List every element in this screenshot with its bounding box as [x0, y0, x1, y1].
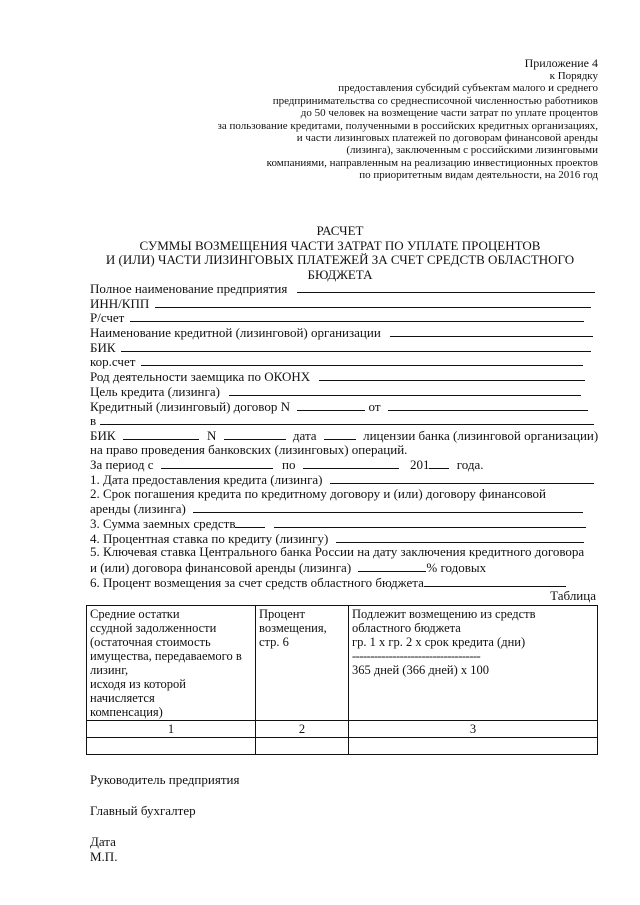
header-col2-line: Процент	[259, 607, 305, 621]
item2-label: 2. Срок погашения кредита по кредитному договору и (или) договору финансовой	[90, 485, 546, 501]
annex-line: (лизинга), заключенным с российскими лизинговыми	[346, 144, 598, 157]
n-field[interactable]	[224, 428, 286, 440]
item2b-label: аренды (лизинга)	[90, 501, 186, 517]
item3-label: 3. Сумма заемных средств	[90, 516, 236, 531]
annex-line: предоставления субсидий субъектам малого и среднего	[338, 82, 598, 95]
item6-field[interactable]	[424, 575, 566, 587]
head-signature-label: Руководитель предприятия	[90, 772, 240, 787]
calculation-table	[86, 605, 598, 755]
purpose-row	[90, 384, 596, 399]
contract-label: Кредитный (лизинговый) договор N	[90, 398, 290, 414]
okonh-label: Род деятельности заемщика по ОКОНХ	[90, 369, 311, 385]
inn-label: ИНН/КПП	[90, 295, 150, 311]
item1-label: 1. Дата предоставления кредита (лизинга)	[90, 471, 323, 487]
license-cont-row	[90, 443, 596, 458]
column-number: 3	[349, 721, 598, 738]
header-col3	[349, 606, 598, 721]
header-col1-line: имущества, передаваемого в	[90, 649, 242, 663]
item2-field[interactable]	[193, 501, 583, 513]
inn-field[interactable]	[155, 296, 591, 308]
column-number: 1	[87, 721, 256, 738]
item5b-row	[90, 560, 596, 575]
bik-label: БИК	[90, 339, 116, 355]
period-from-field[interactable]	[161, 457, 273, 469]
license-row	[90, 427, 599, 443]
corr-account-field[interactable]	[141, 354, 583, 366]
n-label: N	[207, 427, 217, 443]
table-caption-row	[90, 589, 596, 604]
item4-row	[90, 531, 596, 546]
item3-field[interactable]	[274, 516, 586, 528]
contract-from-label: от	[368, 398, 381, 414]
table-cell[interactable]	[349, 738, 598, 755]
header-col1-line: Средние остатки	[90, 607, 180, 621]
item2a-row	[90, 487, 596, 502]
accountant-signature-label: Главный бухгалтер	[90, 803, 196, 818]
company-name-label: Полное наименование предприятия	[90, 281, 288, 296]
item5-label: 5. Ключевая ставка Центрального банка России на дату заключения кредитного договора	[90, 544, 585, 560]
in-row	[90, 413, 596, 428]
okonh-row	[90, 369, 596, 384]
form-body	[90, 281, 599, 604]
header-col1-line: компенсация)	[90, 705, 163, 719]
account-field[interactable]	[130, 310, 584, 322]
company-name-row	[90, 281, 596, 296]
item3-row	[90, 516, 596, 531]
credit-org-label: Наименование кредитной (лизинговой) организации	[90, 325, 381, 341]
corr-account-label: кор.счет	[90, 354, 136, 370]
annex-line: по приоритетным видам деятельности, на 2016 год	[359, 169, 598, 182]
annex-line: за пользование кредитами, полученными в российских кредитных организациях,	[217, 119, 598, 132]
header-col1-line: лизинг,	[90, 663, 129, 677]
header-col2-line: возмещения,	[259, 621, 327, 635]
item6-row	[90, 575, 596, 590]
annex-line: к Порядку	[549, 70, 598, 82]
header-col1-line: (остаточная стоимость	[90, 635, 211, 649]
document-title	[80, 224, 600, 282]
title-line: И (ИЛИ) ЧАСТИ ЛИЗИНГОВЫХ ПЛАТЕЖЕЙ ЗА СЧЕТ СРЕДСТВ ОБЛАСТНОГО	[105, 252, 575, 268]
license-cont-text: на право проведения банковских (лизинговых) операций.	[90, 441, 408, 457]
header-col1-line: исходя из которой	[90, 677, 186, 691]
in-field[interactable]	[100, 413, 594, 425]
annex-line: предпринимательства со среднесписочной численностью работников	[272, 94, 598, 107]
item4-field[interactable]	[336, 531, 584, 543]
title-line: СУММЫ ВОЗМЕЩЕНИЯ ЧАСТИ ЗАТРАТ ПО УПЛАТЕ ПРОЦЕНТОВ	[139, 237, 541, 253]
period-year-field[interactable]	[429, 457, 449, 469]
item1-row	[90, 472, 596, 487]
item5a-row	[90, 545, 596, 560]
item4-label: 4. Процентная ставка по кредиту (лизингу)	[90, 530, 329, 546]
header-col2	[256, 606, 349, 721]
credit-org-row	[90, 325, 596, 340]
table-header-row	[87, 606, 598, 721]
table-number-row	[87, 721, 598, 738]
header-col1-line: начисляется	[90, 691, 155, 705]
period-to-field[interactable]	[303, 457, 399, 469]
contract-row	[90, 399, 596, 414]
item2b-row	[90, 501, 596, 516]
okonh-field[interactable]	[319, 369, 585, 381]
bik-row	[90, 340, 596, 355]
item1-field[interactable]	[330, 472, 594, 484]
table-row	[87, 738, 598, 755]
license-date-label: дата	[292, 427, 317, 443]
account-label: Р/счет	[90, 310, 125, 326]
item6-label: 6. Процент возмещения за счет средств областного бюджета	[90, 574, 424, 590]
company-name-field[interactable]	[297, 281, 595, 293]
header-col3-line: Подлежит возмещению из средств	[352, 607, 536, 621]
bik2-field[interactable]	[123, 428, 199, 440]
annex-header	[218, 56, 598, 182]
in-label: в	[90, 413, 97, 429]
table-caption: Таблица	[550, 588, 596, 604]
purpose-field[interactable]	[229, 384, 581, 396]
period-to-label: по	[281, 457, 296, 473]
account-row	[90, 310, 596, 325]
item5b-label: и (или) договора финансовой аренды (лизинга)	[90, 560, 352, 576]
header-col1	[87, 606, 256, 721]
header-col1-line: ссудной задолженности	[90, 621, 217, 635]
credit-org-field[interactable]	[390, 325, 593, 337]
bik2-label: БИК	[90, 427, 116, 443]
annex-line: компаниями, направленным на реализацию инвестиционных проектов	[266, 156, 598, 169]
inn-row	[90, 296, 596, 311]
column-number: 2	[256, 721, 349, 738]
item5-suffix: % годовых	[426, 560, 487, 576]
purpose-label: Цель кредита (лизинга)	[90, 383, 220, 399]
table-cell[interactable]	[87, 738, 256, 755]
header-col3-divider: -----------------------------------	[352, 649, 481, 663]
item3-short-field[interactable]	[235, 516, 265, 528]
annex-line: до 50 человек на возмещение части затрат по уплате процентов	[300, 107, 598, 120]
contract-number-field[interactable]	[297, 399, 365, 411]
period-prefix: За период с	[90, 457, 154, 473]
title-line: РАСЧЕТ	[316, 223, 364, 238]
period-year: 201	[409, 457, 430, 473]
annex-heading: Приложение 4	[524, 56, 598, 70]
date-label: Дата	[90, 834, 116, 849]
bik-field[interactable]	[121, 340, 591, 352]
period-suffix: года.	[456, 457, 484, 473]
title-line: БЮДЖЕТА	[307, 266, 373, 282]
contract-date-field[interactable]	[388, 399, 588, 411]
item5-field[interactable]	[358, 560, 426, 572]
period-row	[90, 457, 596, 472]
header-col3-line: 365 дней (366 дней) х 100	[352, 663, 490, 677]
corr-account-row	[90, 354, 596, 369]
header-col3-line: областного бюджета	[352, 621, 461, 635]
license-date-field[interactable]	[324, 428, 356, 440]
header-col2-line: стр. 6	[259, 635, 289, 649]
header-col3-line: гр. 1 х гр. 2 х срок кредита (дни)	[352, 635, 526, 649]
annex-line: и части лизинговых платежей по договорам финансовой аренды	[296, 132, 598, 145]
license-text: лицензии банка (лизинговой организации)	[363, 427, 599, 443]
seal-label: М.П.	[90, 849, 118, 864]
table-cell[interactable]	[256, 738, 349, 755]
